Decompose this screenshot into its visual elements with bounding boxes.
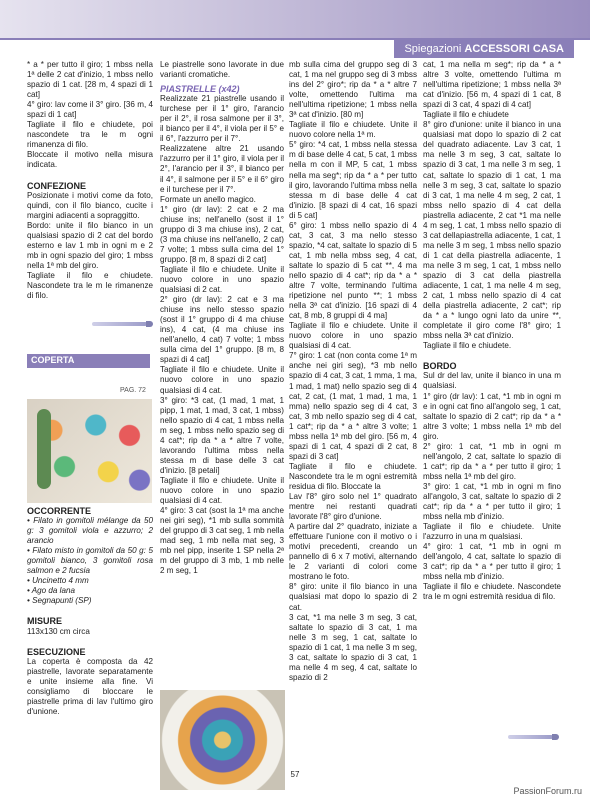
paragraph: 1° giro (dr lav): 2 cat e 2 ma chiuse ins; nell'anello (sost il 1° gruppo di 3 ma chiuse ins), 2 cat, (3 ma chiuse ins nell'anello, 2 cat) 7 volte; 1 mbss sulla cima del 1° gruppo. [8 m, 8 spazi di 2 cat] bbox=[160, 204, 284, 264]
page-reference: PAG. 72 bbox=[120, 387, 146, 394]
paragraph: Tagliate il filo e chiudete. bbox=[423, 341, 512, 351]
column-4 bbox=[423, 60, 561, 602]
header-prefix: Spiegazioni bbox=[404, 43, 462, 55]
blanket-photo bbox=[27, 399, 152, 503]
materials-item: • Uncinetto 4 mm bbox=[27, 576, 89, 586]
paragraph: 7° giro: 1 cat (non conta come 1ª m anche nei giri seg), *3 mb nello spazio di 4 cat, 3 cat, 1 mma, 1 ma, 1 mad, 1 mat) nello spazio seg di 4 cat, 2 cat, (1 mat, 1 mad, 1 ma, 1 mma) nello spazio seg di 4 cat, 3 cat, 3 mb nello spazio seg di 4 cat, 1 cat*; rip da * a * altre 3 volte; 1 mbss nella 1ª mb del giro. [56 m, 4 spazi di 1 cat, 4 spazi di 2 cat, 8 spazi di 3 cat] bbox=[289, 351, 417, 461]
heading-confezione: CONFEZIONE bbox=[27, 180, 87, 191]
heading-bordo: BORDO bbox=[423, 361, 457, 372]
paragraph: 2° giro: 1 cat, *1 mb in ogni m nell'angolo, 2 cat, saltate lo spazio di 1 cat*; rip da * a * per tutto il giro; 1 mbss nella 1ª mb del giro. bbox=[423, 441, 561, 481]
paragraph: 4° giro: lav come il 3° giro. [36 m, 4 spazi di 1 cat] bbox=[27, 100, 153, 120]
column-1-lower bbox=[27, 506, 153, 717]
paragraph: mb sulla cima del gruppo seg di 3 cat, 1 ma nel gruppo seg di 3 mbss ins del 2° giro*; rip da * a * altre 7 volte, omettendo l'ultima ma nell'ultima ripetizione; 1 mbss nella 3ª cat d'inizio. [80 m] bbox=[289, 60, 417, 120]
paragraph: A partire dal 2° quadrato, iniziate a effettuare l'unione con il motivo o i motivi precedenti, creando un pannello di 6 x 7 motivi, alternando le 2 varianti di colori come mostrano le foto. bbox=[289, 522, 417, 582]
paragraph: Formate un anello magico. bbox=[160, 194, 256, 204]
paragraph: Bordo: unite il filo bianco in un qualsiasi spazio di 2 cat del bordo esterno e lav 1 mb in ogni m e 2 mb in ogni spazio del giro; 1 mbss nella 1ª mb del giro. bbox=[27, 220, 153, 270]
paragraph: 3 cat, *1 ma nelle 3 m seg, 3 cat, saltate lo spazio di 3 cat, 1 ma nelle 3 m seg, 1 cat, saltate lo spazio di 1 cat, 1 ma nelle 3 m seg, 3 cat, saltate lo spazio di 3 cat, 1 ma nelle 4 m seg, 4 cat, saltate lo spazio di 2 bbox=[289, 612, 417, 682]
paragraph: 5° giro: *4 cat, 1 mbss nella stessa m di base delle 4 cat, 5 cat, 1 mbss nella m con il MP, 5 cat, 1 mbss nella ma seg*; rip da * a * per tutto il giro, lavorando l'ultima mbss nella stessa m di base delle 4 cat d'inizio. [8 spazi di 4 cat, 16 spazi di 5 cat] bbox=[289, 140, 417, 220]
watermark: PassionForum.ru bbox=[513, 786, 582, 796]
heading-occorrente: OCCORRENTE bbox=[27, 506, 92, 516]
paragraph: 4° giro: 3 cat (sost la 1ª ma anche nei giri seg), *1 mb sulla sommità del gruppo di 3 cat seg, 1 mb nella mad seg, 1 mb nella mat seg, 3 mb nel pipp, inserite 1 SP nella 2ª m del gruppo di 3 mb, 1 mb nelle 2 m seg, 1 bbox=[160, 506, 284, 576]
paragraph: Tagliate il filo e chiudete. Nascondete tra le m ogni estremità residua di filo. bbox=[423, 582, 561, 602]
heading-esecuzione: ESECUZIONE bbox=[27, 646, 86, 657]
materials-item: • Ago da lana bbox=[27, 586, 75, 596]
paragraph: Realizzatene altre 21 usando l'azzurro per il 1° giro, il viola per il 2°, l'arancio per il 3°, il bianco per il 4°, il salmone per il 5° e il 6° giro e il turchese per il 7°. bbox=[160, 144, 284, 194]
paragraph: cat, 1 ma nella m seg*; rip da * a * altre 3 volte, omettendo l'ultima m nell'ultima ripetizione; 1 mbss nella 3ª cat d'inizio. [56 m, 4 spazi di 1 cat, 8 spazi di 3 cat, 4 spazi di 4 cat] bbox=[423, 60, 561, 110]
paragraph: 113x130 cm circa bbox=[27, 626, 90, 636]
paragraph: 3° giro: 1 cat, *1 mb in ogni m fino all'angolo, 3 cat, saltate lo spazio di 2 cat*; rip da * a * per tutto il giro; 1 mbss nella mb d'inizio. bbox=[423, 481, 561, 522]
crochet-hook-icon bbox=[92, 322, 147, 326]
paragraph: Bloccate il motivo nella misura indicata. bbox=[27, 150, 153, 170]
header-banner bbox=[0, 0, 590, 40]
header-title: ACCESSORI CASA bbox=[464, 43, 564, 55]
paragraph: Lav l'8° giro solo nel 1° quadrato mentre nei restanti quadrati lavorate l'8° giro d'unione. bbox=[289, 492, 417, 522]
paragraph: 2° giro (dr lav): 2 cat e 3 ma chiuse ins nello stesso spazio (sost il 1° gruppo di 4 ma chiuse ins), 4 cat, (4 ma chiuse ins nell'anello, 4 cat) 7 volte; 1 mbss sulla cima del 1° gruppo. [8 m, 8 spazi di 4 cat] bbox=[160, 295, 284, 365]
paragraph: Le piastrelle sono lavorate in due varianti cromatiche. bbox=[160, 60, 284, 80]
materials-item: • Filato misto in gomitoli da 50 g: 5 gomitoli bianco, 3 gomitoli rosa salmon e 2 fucsia bbox=[27, 546, 153, 576]
paragraph: 8° giro: unite il filo bianco in una qualsiasi mat dopo lo spazio di 2 cat. bbox=[289, 582, 417, 612]
paragraph: Tagliate il filo e chiudete. Unite il nuovo colore in uno spazio qualsiasi di 4 cat. bbox=[160, 365, 284, 395]
paragraph: * a * per tutto il giro; 1 mbss nella 1ª delle 2 cat d'inizio, 1 mbss nello spazio di 1 cat. [28 m, 4 spazi di 1 cat] bbox=[27, 60, 153, 100]
materials-item: • Segnapunti (SP) bbox=[27, 596, 92, 606]
paragraph: Realizzate 21 piastrelle usando il turchese per il 1° giro, l'arancio per il 2°, il rosa salmone per il 3°, il bianco per il 4°, il viola per il 5° e il 6°, l'azzurro per il 7°. bbox=[160, 94, 284, 144]
section-coperta: COPERTA bbox=[27, 354, 150, 368]
paragraph: Posizionate i motivi come da foto, quindi, con il filo bianco, cucite i margini adiacenti a sopraggitto. bbox=[27, 190, 153, 220]
paragraph: Tagliate il filo e chiudete, poi nascondete tra le m ogni rimanenza di filo. bbox=[27, 120, 153, 150]
paragraph: 1° giro (dr lav): 1 cat, *1 mb in ogni m e in ogni cat fino all'angolo seg, 1 cat, saltate lo spazio di 2 cat*; rip da * a * altre 3 volte; 1 mbss nella 1ª mb del giro. bbox=[423, 391, 561, 441]
paragraph: 4° giro: 1 cat, *1 mb in ogni m dell'angolo, 4 cat, saltate lo spazio di 3 cat*; rip da * a * per tutto il giro; 1 mbss nella mb d'inizio. bbox=[423, 542, 561, 582]
page-number: 57 bbox=[290, 770, 300, 779]
paragraph: Tagliate il filo e chiudete bbox=[423, 110, 509, 120]
paragraph: Tagliate il filo e chiudete. Unite il nuovo colore nella 1ª m. bbox=[289, 120, 417, 140]
paragraph: Tagliate il filo e chiudete. Unite il nuovo colore in uno spazio qualsiasi di 4 cat. bbox=[160, 475, 284, 506]
paragraph: 3° giro: *3 cat, (1 mad, 1 mat, 1 pipp, 1 mat, 1 mad, 3 cat, 1 mbss) nello spazio di 4 cat, 1 mbss nella m seg, 1 mbss nello spazio seg di 4 cat*; rip da * a * altre 7 volte, lavorando l'ultima mbss nella stessa m di base delle 3 cat d'inizio. [8 petali] bbox=[160, 395, 284, 475]
heading-piastrelle: PIASTRELLE (x42) bbox=[160, 84, 240, 95]
paragraph: Tagliate il filo e chiudete. Unite il nuovo colore in uno spazio qualsiasi di 4 cat. bbox=[289, 321, 417, 351]
paragraph: Tagliate il filo e chiudete. Unite il nuovo colore in uno spazio qualsiasi di 2 cat. bbox=[160, 264, 284, 295]
paragraph: Sul dr del lav, unite il bianco in una m qualsiasi. bbox=[423, 371, 561, 391]
paragraph: 8° giro d'unione: unite il bianco in una qualsiasi mat dopo lo spazio di 2 cat del quadrato adiacente. Lav 3 cat, 1 ma nelle 3 m seg, 3 cat, saltate lo spazio di 3 cat, 1 ma nelle 3 m seg, 1 cat, saltate lo spazio di 1 cat, 1 ma nelle 3 m seg, 3 cat, saltate lo spazio di 3 cat, 1 ma nelle 4 m seg, 2 cat, 1 mbss nello spazio di 4 cat della piastrella adiacente, 2 cat *1 ma nelle 4 m seg, 1 cat, 1 mbss nello spazio di 3 cat dellapiastrella adiacente, 1 cat, 1 ma nelle 3 m seg, 1 mbss nello spazio di 1 cat della piastrella adiacente, 1 ma nelle 3 m seg, 1 cat, 1 mbss nello spazio di 3 cat della piastrella adiacente, 1 cat, 1 ma nelle 4 m seg, 2 cat, 1 mbss nello spazio di 4 cat della piastrella adiacente, 2 cat*; rip da * a * lungo ogni lato da unire **, completate il giro come l'8° giro; 1 mbss nella 3ª cat d'inizio. bbox=[423, 120, 561, 341]
paragraph: Tagliate il filo e chiudete. Nascondete tra le m ogni estremità residua di filo. Bloccate la bbox=[289, 461, 417, 491]
column-2 bbox=[160, 60, 284, 576]
paragraph: La coperta è composta da 42 piastrelle, lavorate separatamente e unite insieme alla fine. Vi consigliamo di bloccare le piastrelle prima di lav l'ultimo giro d'unione. bbox=[27, 656, 153, 716]
paragraph: Tagliate il filo e chiudete. Nascondete tra le m le rimanenze di filo. bbox=[27, 270, 153, 301]
section-header bbox=[394, 40, 574, 58]
materials-item: • Filato in gomitoli mélange da 50 g: 3 gomitoli viola e azzurro; 2 arancio bbox=[27, 516, 153, 546]
paragraph: Tagliate il filo e chiudete. Unite l'azzurro in una m qualsiasi. bbox=[423, 522, 561, 542]
column-1 bbox=[27, 60, 153, 301]
crochet-hook-icon bbox=[508, 735, 553, 739]
column-3 bbox=[289, 60, 417, 683]
heading-misure: MISURE bbox=[27, 616, 63, 627]
paragraph: 6° giro: 1 mbss nello spazio di 4 cat, 3 cat, 3 ma nello stesso spazio, *4 cat, saltate lo spazio di 5 cat, 1 mb nella mbss seg, 4 cat, saltate lo spazio di 5 cat **, 4 ma nello spazio di 4 cat*; rip da * a * altre 7 volte, terminando l'ultima ripetizione nel punto **; 1 mbss nella 3ª cat d'inizio. [16 spazi di 4 cat, 8 mb, 8 gruppi di 4 ma] bbox=[289, 220, 417, 321]
cactus-shape bbox=[37, 409, 51, 489]
